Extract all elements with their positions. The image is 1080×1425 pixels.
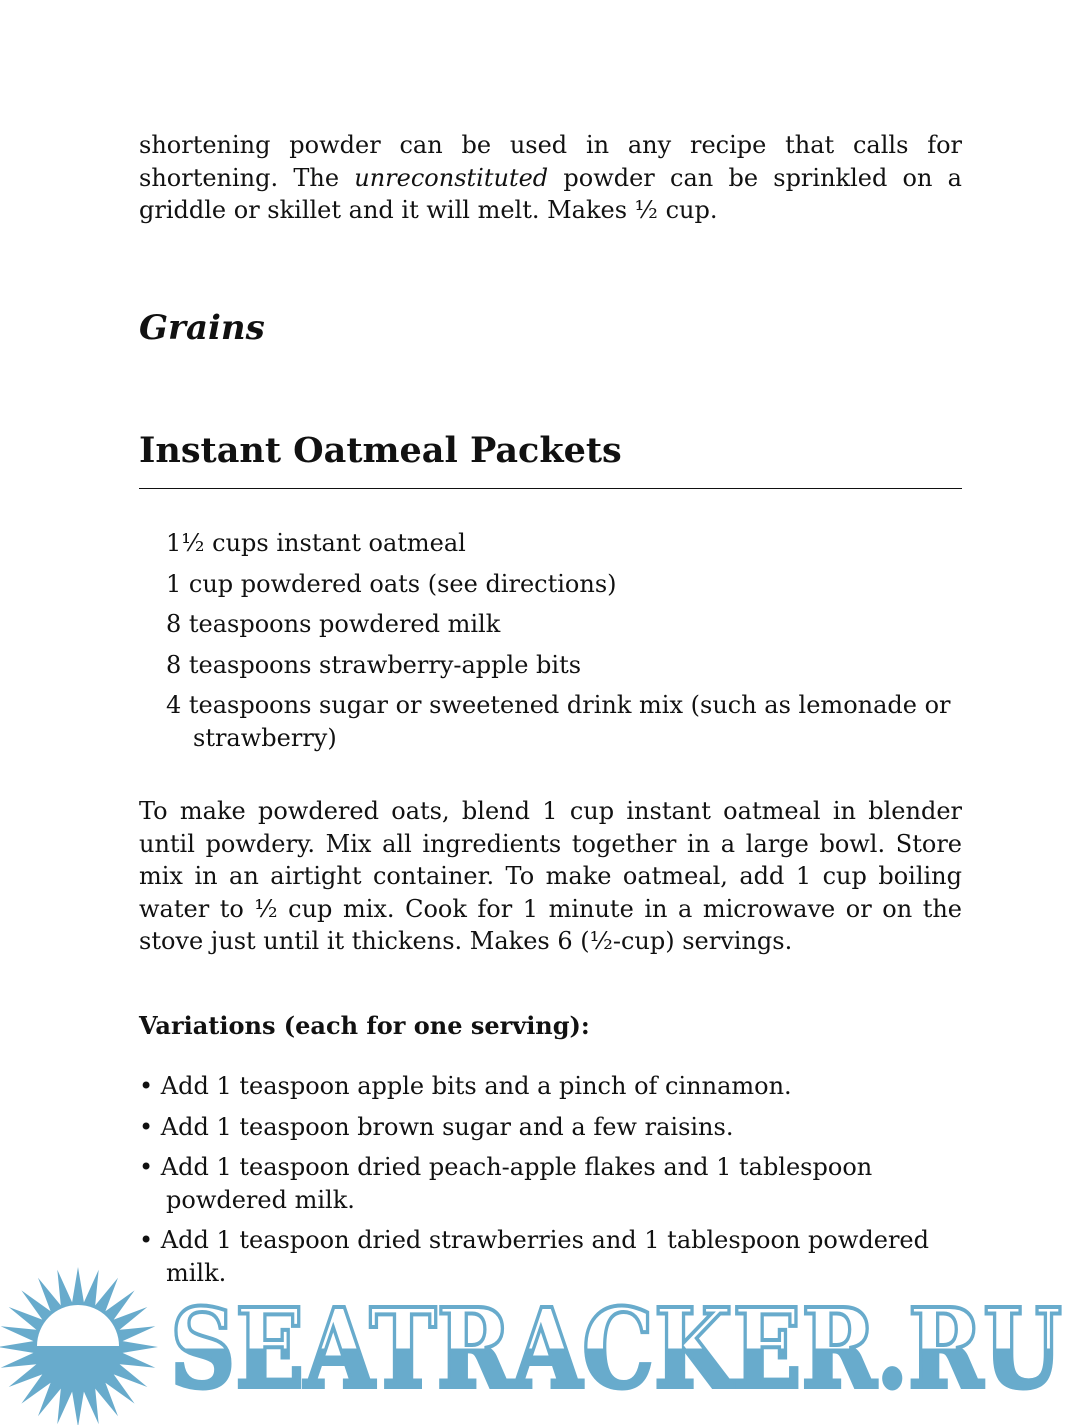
- variation-item: • Add 1 teaspoon dried peach-apple flakes and 1 tablespoon powdered milk.: [139, 1153, 873, 1214]
- intro-text-before: shortening powder can be used in any recipe that calls for shortening. The: [139, 131, 962, 192]
- ingredient-list: [139, 527, 962, 762]
- variation-item: • Add 1 teaspoon apple bits and a pinch of cinnamon.: [139, 1072, 792, 1100]
- section-heading: Grains: [139, 308, 265, 348]
- intro-paragraph: [139, 129, 962, 227]
- ingredient-item: 1½ cups instant oatmeal: [166, 529, 466, 557]
- intro-emphasis: unreconstituted: [354, 163, 549, 192]
- ingredient-item: 4 teaspoons sugar or sweetened drink mix (such as lemonade or strawberry): [166, 691, 951, 752]
- variation-item: • Add 1 teaspoon dried strawberries and 1 tablespoon powdered milk.: [139, 1226, 929, 1287]
- ingredient-item: 1 cup powdered oats (see directions): [166, 569, 617, 598]
- directions-paragraph: To make powdered oats, blend 1 cup instant oatmeal in blender until powdery. Mix all ingredients together in a large bowl. Store mix in an airtight container. To make oatmeal, add 1 cup boiling water to ½ cup mix. Cook for 1 minute in a microwave or on the stove just until it thickens. Makes 6 (½-cup) servings.: [139, 797, 962, 955]
- title-divider: [139, 488, 962, 489]
- variation-item: • Add 1 teaspoon brown sugar and a few raisins.: [139, 1112, 734, 1141]
- intro-text-after: powder can be sprinkled on a griddle or skillet and it will melt. Makes ½ cup.: [139, 163, 962, 224]
- recipe-title: Instant Oatmeal Packets: [139, 430, 622, 471]
- sun-icon: [0, 1267, 158, 1425]
- watermark-text: SEATRACKER.RU: [170, 1284, 1062, 1413]
- ingredient-item: 8 teaspoons powdered milk: [166, 610, 501, 638]
- variations-heading: Variations (each for one serving):: [139, 1011, 590, 1040]
- watermark-logo: [0, 1262, 1080, 1425]
- ingredient-item: 8 teaspoons strawberry-apple bits: [166, 650, 582, 679]
